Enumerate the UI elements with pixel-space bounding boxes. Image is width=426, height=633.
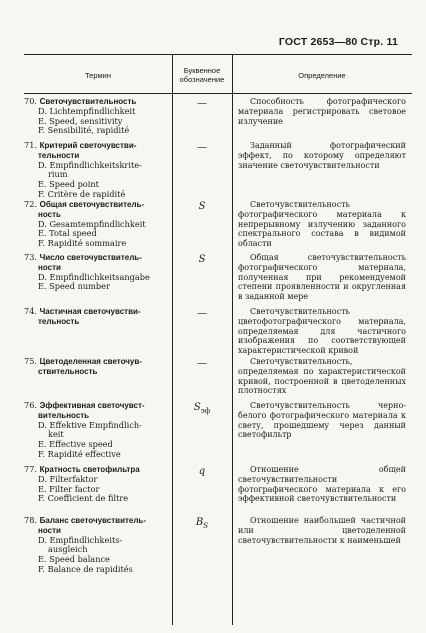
term-number: 78. [24, 515, 40, 525]
letter-symbol: S [198, 201, 206, 212]
term-entry [24, 97, 172, 136]
foreign-equivalent: D. Effektive Empfindlich- [38, 419, 142, 430]
term-definition: Способность фотографического материала регистрировать световое излучение [238, 97, 406, 126]
letter-symbol: — [197, 98, 207, 109]
foreign-equivalent: E. Speed point [38, 179, 99, 190]
foreign-equivalent: E. Speed, sensitivity [38, 115, 123, 126]
letter-symbol: $B_S$ [195, 517, 209, 530]
term-entry [24, 307, 172, 327]
term-title: Критерий светочувстви- [39, 141, 137, 150]
term-title: тельность [38, 316, 80, 326]
term-entry [24, 357, 172, 377]
term-definition: Светочувствительность цветофотографического материала, определяемая для частичного изображения по соответствующей характеристической кривой [238, 307, 406, 356]
term-number: 77. [24, 464, 40, 474]
term-title: вительность [38, 410, 90, 420]
term-number: 73. [24, 252, 40, 262]
term-title: Баланс светочувствитель- [39, 516, 147, 525]
term-title: ность [38, 209, 61, 219]
term-title: ности [38, 262, 61, 272]
foreign-equivalent: keit [48, 429, 64, 440]
term-title: Светочувствительность [39, 97, 137, 106]
term-definition: Заданный фотографический эффект, по которому определяют значение светочувствительности [238, 141, 406, 170]
page-header: ГОСТ 2653—80 Стр. 11 [278, 36, 398, 48]
foreign-equivalent: ausgleich [48, 544, 88, 555]
column-header-symbol: Буквенное обозначение [179, 66, 225, 84]
foreign-equivalent: E. Speed number [38, 281, 110, 292]
term-entry [24, 253, 172, 292]
foreign-equivalent: E. Filter factor [38, 483, 100, 494]
foreign-equivalent: F. Sensibilité, rapidité [38, 125, 130, 136]
letter-symbol: — [197, 142, 207, 153]
letter-symbol: S [198, 254, 206, 265]
term-title: ности [38, 525, 61, 535]
foreign-equivalent: D. Empfindlichkeitskrite- [38, 159, 142, 170]
foreign-equivalent: D. Empfindlichkeitsangabe [38, 271, 150, 282]
foreign-equivalent: D. Gesamtempfindlichkeit [38, 218, 146, 229]
term-definition: Отношение общей светочувствительности фотографического материала к его эффективной светочувствительности [238, 465, 406, 504]
term-entry [24, 401, 172, 460]
foreign-equivalent: D. Empfindlichkeits- [38, 534, 123, 545]
column-divider [232, 54, 233, 625]
foreign-equivalent: F. Rapidité effective [38, 448, 121, 459]
term-title: тельности [38, 150, 80, 160]
foreign-equivalent: D. Lichtempfindlichkeit [38, 105, 136, 116]
column-divider [172, 54, 173, 625]
term-entry [24, 200, 172, 249]
term-title: Число светочувствитель- [39, 253, 142, 262]
term-entry [24, 516, 172, 575]
term-title: Цветоделенная светочув- [39, 357, 142, 366]
term-number: 76. [24, 400, 40, 410]
letter-symbol: — [197, 358, 207, 369]
letter-symbol: $S_{эф}$ [193, 402, 211, 415]
foreign-equivalent: E. Total speed [38, 228, 97, 239]
term-title: ствительность [38, 366, 98, 376]
letter-symbol: — [197, 308, 207, 319]
term-number: 74. [24, 306, 40, 316]
foreign-equivalent: F. Critère de rapidité [38, 188, 126, 199]
foreign-equivalent: E. Speed balance [38, 554, 110, 565]
term-title: Эффективная светочувст- [39, 401, 145, 410]
foreign-equivalent: rium [48, 169, 68, 180]
term-number: 72. [24, 199, 40, 209]
table-header-rule [24, 93, 412, 94]
term-title: Кратность светофильтра [39, 465, 140, 474]
letter-symbol: q [198, 466, 206, 477]
term-title: Общая светочувствитель- [39, 200, 145, 209]
term-title: Частичная светочувстви- [39, 307, 141, 316]
term-number: 70. [24, 96, 40, 106]
term-definition: Светочувствительность фотографического материала к непрерывному излучению заданного спектрального состава в видимой области [238, 200, 406, 249]
column-header-term: Термин [85, 70, 111, 80]
foreign-equivalent: E. Effective speed [38, 439, 113, 450]
term-number: 75. [24, 356, 40, 366]
term-definition: Общая светочувствительность фотографического материала, полученная при рекомендуемой степени проявленности и округленная в заданной мере [238, 253, 406, 302]
foreign-equivalent: F. Coefficient de filtre [38, 493, 129, 504]
term-entry [24, 141, 172, 200]
term-definition: Светочувствительность черно-белого фотографического материала к свету, прошедшему через данный светофильтр [238, 401, 406, 440]
foreign-equivalent: D. Filterfaktor [38, 473, 98, 484]
term-definition: Отношение наибольшей частичной или цветоделенной светочувствительности к наименьшей [238, 516, 406, 545]
term-entry [24, 465, 172, 504]
table-top-rule [24, 54, 412, 55]
term-definition: Светочувствительность, определяемая по характеристической кривой, построенной в цветоделенных плотностях [238, 357, 406, 396]
column-header-definition: Определение [298, 70, 346, 80]
foreign-equivalent: F. Rapidité sommaire [38, 238, 127, 249]
term-number: 71. [24, 140, 40, 150]
foreign-equivalent: F. Balance de rapidités [38, 563, 133, 574]
